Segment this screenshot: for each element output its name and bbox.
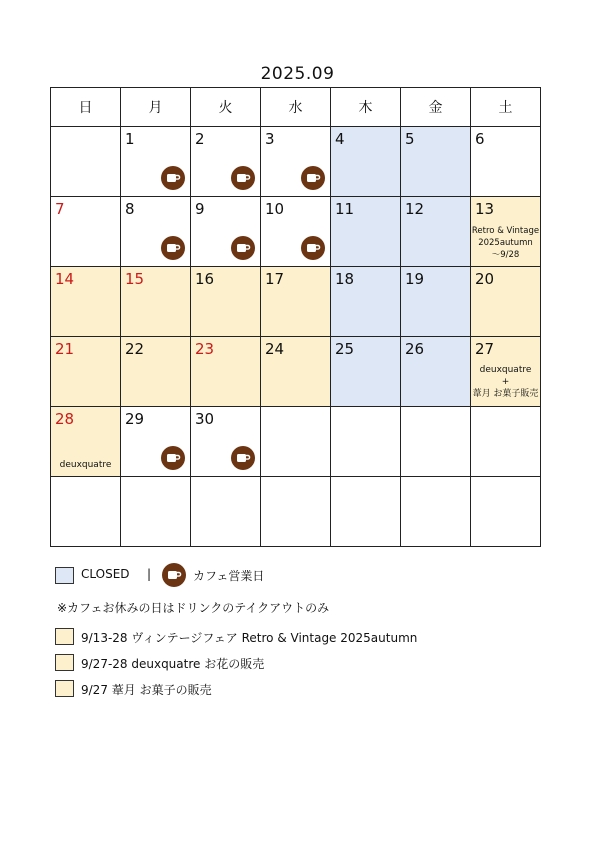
week-row: [51, 477, 541, 547]
day-number: 8: [125, 200, 135, 218]
day-cell: [121, 407, 191, 477]
day-number-holiday: 21: [55, 340, 75, 358]
day-cell: [261, 127, 331, 197]
weekday-thu: 木: [331, 88, 401, 127]
day-number: 4: [335, 130, 345, 148]
day-number: 20: [475, 270, 495, 288]
week-row: [51, 267, 541, 337]
event-note-line: 葦月 お菓子販売: [472, 389, 539, 399]
day-cell-empty: [401, 407, 471, 477]
day-number: 12: [405, 200, 425, 218]
day-number-holiday: 14: [55, 270, 75, 288]
coffee-cup-icon: [162, 563, 186, 587]
day-number-holiday: 15: [125, 270, 145, 288]
day-cell-empty: [331, 477, 401, 547]
calendar-grid: [50, 87, 541, 547]
day-cell-empty: [331, 407, 401, 477]
day-number: 3: [265, 130, 275, 148]
day-cell-event: [471, 197, 541, 267]
day-number-holiday: 23: [195, 340, 215, 358]
day-number: 30: [195, 410, 215, 428]
day-number-holiday: 28: [55, 410, 75, 428]
closed-swatch: [55, 567, 74, 584]
day-cell-event: [121, 267, 191, 337]
coffee-cup-icon: [161, 236, 185, 260]
week-row: [51, 407, 541, 477]
event-swatch: [55, 680, 74, 697]
day-cell-event: [51, 267, 121, 337]
day-number: 9: [195, 200, 205, 218]
day-cell-event: [471, 267, 541, 337]
coffee-cup-icon: [161, 166, 185, 190]
day-number: 2: [195, 130, 205, 148]
day-cell-empty: [51, 477, 121, 547]
takeout-notice: ※カフェお休みの日はドリンクのテイクアウトのみ: [57, 601, 330, 615]
coffee-cup-icon: [231, 236, 255, 260]
day-number: 19: [405, 270, 425, 288]
day-cell-event: [261, 267, 331, 337]
weekday-tue: 火: [191, 88, 261, 127]
day-number: 11: [335, 200, 355, 218]
day-cell: [261, 197, 331, 267]
day-cell: [191, 407, 261, 477]
day-number: 25: [335, 340, 355, 358]
coffee-cup-icon: [231, 166, 255, 190]
day-cell-closed: [331, 197, 401, 267]
day-number: 27: [475, 340, 495, 358]
week-row: [51, 337, 541, 407]
day-cell: [471, 127, 541, 197]
day-cell-closed: [401, 197, 471, 267]
day-number-holiday: 7: [55, 200, 65, 218]
day-cell-empty: [121, 477, 191, 547]
closed-label: CLOSED: [81, 567, 130, 581]
day-cell-empty: [51, 127, 121, 197]
day-cell-closed: [331, 127, 401, 197]
day-number: 17: [265, 270, 285, 288]
event-note-line: Retro & Vintage: [471, 226, 540, 236]
weekday-sun: 日: [51, 88, 121, 127]
day-cell: [51, 197, 121, 267]
day-cell-closed: [331, 337, 401, 407]
day-number: 5: [405, 130, 415, 148]
event-swatch: [55, 628, 74, 645]
legend-separator: |: [147, 567, 152, 581]
day-cell-event: [261, 337, 331, 407]
event-note: [51, 459, 120, 471]
day-cell-empty: [261, 477, 331, 547]
weekday-fri: 金: [401, 88, 471, 127]
day-cell-empty: [471, 407, 541, 477]
event-legend-text: 9/13-28 ヴィンテージフェア Retro & Vintage 2025autumn: [81, 631, 418, 645]
day-number: 18: [335, 270, 355, 288]
day-cell-event: [191, 267, 261, 337]
day-number: 6: [475, 130, 485, 148]
coffee-cup-icon: [161, 446, 185, 470]
weekday-sat: 土: [471, 88, 541, 127]
week-row: [51, 127, 541, 197]
day-cell-event: [121, 337, 191, 407]
event-note-line: +: [501, 377, 510, 387]
calendar-title: 2025.09: [260, 64, 335, 84]
event-note: [471, 364, 540, 400]
day-number: 10: [265, 200, 285, 218]
event-note-line: deuxquatre: [59, 460, 112, 470]
day-number: 24: [265, 340, 285, 358]
week-row: [51, 197, 541, 267]
weekday-mon: 月: [121, 88, 191, 127]
day-cell-empty: [261, 407, 331, 477]
day-cell-event: [51, 407, 121, 477]
event-note-line: 2025autumn: [478, 238, 533, 248]
event-legend-text: 9/27 葦月 お菓子の販売: [81, 683, 212, 697]
day-number: 29: [125, 410, 145, 428]
day-cell-closed: [401, 127, 471, 197]
day-cell: [121, 197, 191, 267]
event-note-line: deuxquatre: [479, 365, 532, 375]
day-cell-closed: [401, 267, 471, 337]
day-cell-closed: [401, 337, 471, 407]
day-number: 1: [125, 130, 135, 148]
day-cell-empty: [401, 477, 471, 547]
event-legend-text: 9/27-28 deuxquatre お花の販売: [81, 657, 265, 671]
day-cell: [121, 127, 191, 197]
coffee-cup-icon: [301, 236, 325, 260]
weekday-wed: 水: [261, 88, 331, 127]
day-cell-event: [51, 337, 121, 407]
event-swatch: [55, 654, 74, 671]
cafe-open-label: カフェ営業日: [193, 569, 265, 583]
day-cell-empty: [471, 477, 541, 547]
day-cell-event: [471, 337, 541, 407]
day-number: 22: [125, 340, 145, 358]
day-cell: [191, 197, 261, 267]
coffee-cup-icon: [231, 446, 255, 470]
event-note: [471, 225, 540, 261]
day-number: 13: [475, 200, 495, 218]
day-cell-event: [191, 337, 261, 407]
weekday-header-row: [51, 88, 541, 127]
day-cell: [191, 127, 261, 197]
day-cell-closed: [331, 267, 401, 337]
day-cell-empty: [191, 477, 261, 547]
coffee-cup-icon: [301, 166, 325, 190]
event-note-line: ～9/28: [491, 250, 520, 260]
day-number: 16: [195, 270, 215, 288]
day-number: 26: [405, 340, 425, 358]
